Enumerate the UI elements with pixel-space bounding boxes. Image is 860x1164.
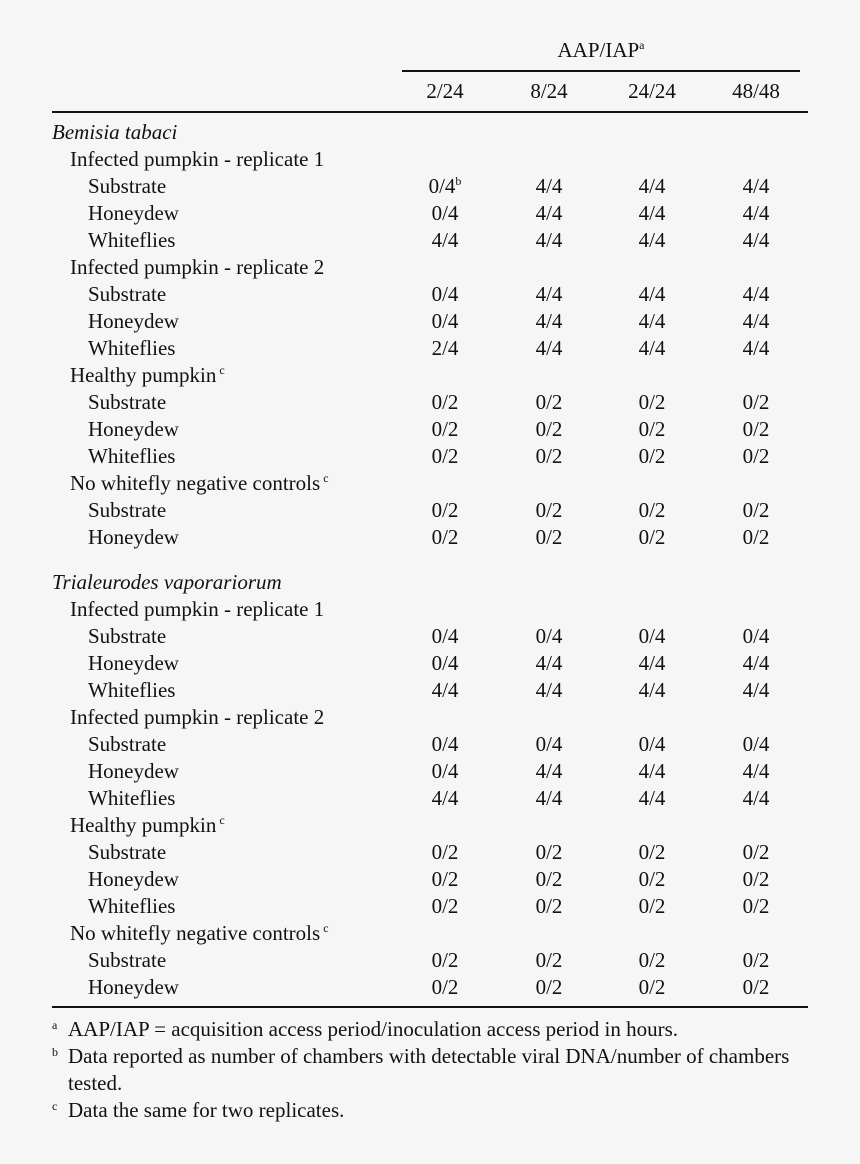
sample-label [88, 227, 175, 254]
cell-value: 0/4 [742, 624, 770, 648]
table-cell [716, 839, 796, 866]
cell-value: 4/4 [742, 651, 770, 675]
cell-value: 0/2 [535, 525, 563, 549]
cell-value: 4/4 [742, 678, 770, 702]
table-cell [612, 623, 692, 650]
table-cell [716, 650, 796, 677]
species-row [0, 569, 860, 596]
cell-value: 0/2 [638, 840, 666, 864]
footnote-marker: c [219, 813, 225, 827]
table-cell [509, 200, 589, 227]
table-cell [405, 497, 485, 524]
table-cell [716, 389, 796, 416]
row-label-text: Infected pumpkin - replicate 2 [70, 705, 325, 729]
table-cell [716, 308, 796, 335]
cell-value: 4/4 [535, 309, 563, 333]
cell-value: 4/4 [742, 786, 770, 810]
cell-value: 0/4 [428, 174, 456, 198]
table-cell [405, 335, 485, 362]
row-label-text: Whiteflies [88, 786, 176, 810]
cell-value: 0/2 [535, 840, 563, 864]
cell-value: 0/4 [535, 624, 563, 648]
cell-value: 0/4 [431, 732, 459, 756]
group-label [70, 146, 324, 173]
table-cell [612, 677, 692, 704]
cell-value: 4/4 [535, 228, 563, 252]
cell-value: 0/2 [742, 975, 770, 999]
cell-value: 0/2 [638, 867, 666, 891]
sample-label [88, 785, 175, 812]
table-cell [716, 281, 796, 308]
cell-value: 4/4 [431, 678, 459, 702]
cell-value: 0/2 [742, 444, 770, 468]
column-header: 24/24 [628, 79, 676, 103]
cell-value: 0/2 [535, 498, 563, 522]
table-cell [716, 200, 796, 227]
row-label-text: No whitefly negative controls [70, 471, 321, 495]
sample-label [88, 866, 179, 893]
group-row [0, 704, 860, 731]
table-cell [405, 893, 485, 920]
table-cell [405, 281, 485, 308]
row-label-text: Substrate [88, 732, 167, 756]
table-cell [509, 443, 589, 470]
table-cell [612, 731, 692, 758]
footnote [52, 1043, 822, 1097]
table-cell [509, 650, 589, 677]
table-bottom-rule [52, 1006, 808, 1008]
row-label-text: Honeydew [88, 201, 179, 225]
table-row [0, 758, 860, 785]
row-label-text: Substrate [88, 174, 167, 198]
table-cell [509, 758, 589, 785]
sample-label [88, 416, 179, 443]
group-label [70, 920, 329, 947]
sample-label [88, 839, 166, 866]
cell-value: 4/4 [742, 336, 770, 360]
cell-value: 0/4 [638, 624, 666, 648]
sample-label [88, 623, 166, 650]
table-cell [716, 416, 796, 443]
row-label-text: Trialeurodes vaporariorum [52, 570, 282, 594]
footnote [52, 1016, 822, 1043]
table-cell [405, 227, 485, 254]
row-label-text: Whiteflies [88, 894, 176, 918]
cell-value: 0/2 [431, 867, 459, 891]
cell-value: 0/2 [535, 948, 563, 972]
group-row [0, 254, 860, 281]
cell-value: 0/4 [742, 732, 770, 756]
cell-value: 0/2 [535, 975, 563, 999]
cell-value: 4/4 [535, 759, 563, 783]
table-cell [612, 335, 692, 362]
sample-label [88, 650, 179, 677]
table-row [0, 650, 860, 677]
row-label-text: Honeydew [88, 525, 179, 549]
cell-value: 4/4 [638, 786, 666, 810]
cell-value: 4/4 [638, 651, 666, 675]
table-cell [612, 497, 692, 524]
footnote-marker: b [455, 174, 462, 188]
footnote-marker: b [52, 1045, 58, 1059]
footnote-marker: c [219, 363, 225, 377]
table-row [0, 335, 860, 362]
table-row [0, 839, 860, 866]
sample-label [88, 497, 166, 524]
row-label-text: Honeydew [88, 759, 179, 783]
footnote-marker: c [323, 921, 329, 935]
cell-value: 2/4 [431, 336, 459, 360]
table-cell [509, 677, 589, 704]
table-cell [716, 443, 796, 470]
table-cell [509, 173, 589, 200]
table-cell [716, 947, 796, 974]
column-header: 8/24 [530, 79, 568, 103]
table-row [0, 227, 860, 254]
table-cell [612, 866, 692, 893]
table-cell [405, 785, 485, 812]
row-label-text: Honeydew [88, 975, 179, 999]
table-cell [509, 524, 589, 551]
footnotes [52, 1016, 822, 1124]
row-label-text: Whiteflies [88, 336, 176, 360]
table-cell [716, 677, 796, 704]
sample-label [88, 524, 179, 551]
table-cell [509, 731, 589, 758]
species-label [52, 119, 177, 146]
table-cell [716, 623, 796, 650]
sample-label [88, 173, 166, 200]
cell-value: 0/2 [431, 390, 459, 414]
cell-value: 4/4 [431, 786, 459, 810]
row-label-text: Substrate [88, 390, 167, 414]
table-cell [716, 227, 796, 254]
cell-value: 0/2 [742, 894, 770, 918]
cell-value: 0/2 [742, 498, 770, 522]
row-label-text: Substrate [88, 840, 167, 864]
table-cell [509, 839, 589, 866]
sample-label [88, 308, 179, 335]
sample-label [88, 677, 175, 704]
table-cell [405, 416, 485, 443]
row-label-text: Infected pumpkin - replicate 1 [70, 597, 325, 621]
cell-value: 4/4 [638, 282, 666, 306]
group-header-rule [402, 70, 800, 72]
table-cell [405, 947, 485, 974]
table-cell [405, 200, 485, 227]
cell-value: 4/4 [535, 336, 563, 360]
footnote-text: Data reported as number of chambers with detectable viral DNA/number of chambers tested. [68, 1044, 790, 1095]
table-row [0, 443, 860, 470]
table-cell [509, 497, 589, 524]
table-cell [509, 416, 589, 443]
table-cell [612, 416, 692, 443]
table-cell [509, 227, 589, 254]
table-cell [509, 785, 589, 812]
cell-value: 0/4 [431, 309, 459, 333]
table-cell [509, 974, 589, 1001]
cell-value: 4/4 [638, 309, 666, 333]
row-label-text: Whiteflies [88, 444, 176, 468]
species-label [52, 569, 282, 596]
table-cell [405, 173, 485, 200]
table-row [0, 416, 860, 443]
cell-value: 0/2 [638, 417, 666, 441]
row-label-text: Honeydew [88, 651, 179, 675]
table-cell [405, 731, 485, 758]
footnote-marker: a [639, 38, 645, 52]
group-label [70, 812, 225, 839]
cell-value: 0/2 [638, 948, 666, 972]
sample-label [88, 281, 166, 308]
species-row [0, 119, 860, 146]
row-label-text: Whiteflies [88, 678, 176, 702]
table-cell [405, 650, 485, 677]
cell-value: 4/4 [638, 174, 666, 198]
table-row [0, 497, 860, 524]
table-cell [405, 389, 485, 416]
table-cell [612, 281, 692, 308]
cell-value: 4/4 [638, 336, 666, 360]
table-cell [612, 893, 692, 920]
cell-value: 0/2 [742, 525, 770, 549]
cell-value: 0/4 [638, 732, 666, 756]
group-row [0, 596, 860, 623]
row-label-text: Substrate [88, 282, 167, 306]
table-cell [716, 974, 796, 1001]
table-cell [509, 947, 589, 974]
cell-value: 0/4 [431, 282, 459, 306]
table-cell [612, 173, 692, 200]
cell-value: 0/2 [431, 948, 459, 972]
table-cell [405, 677, 485, 704]
sample-label [88, 389, 166, 416]
header-bottom-rule [52, 111, 808, 113]
group-row [0, 812, 860, 839]
group-label [70, 254, 324, 281]
table-cell [716, 335, 796, 362]
table-cell [405, 974, 485, 1001]
table-row [0, 731, 860, 758]
group-row [0, 362, 860, 389]
cell-value: 4/4 [535, 786, 563, 810]
cell-value: 4/4 [742, 759, 770, 783]
column-group-title: AAP/IAP [557, 38, 640, 62]
row-label-text: No whitefly negative controls [70, 921, 321, 945]
table-cell [612, 227, 692, 254]
table-cell [716, 524, 796, 551]
row-label-text: Substrate [88, 624, 167, 648]
footnote-marker: a [52, 1018, 58, 1032]
cell-value: 4/4 [742, 282, 770, 306]
cell-value: 4/4 [535, 282, 563, 306]
cell-value: 0/4 [431, 624, 459, 648]
table-cell [405, 866, 485, 893]
sample-label [88, 947, 166, 974]
cell-value: 4/4 [431, 228, 459, 252]
group-row [0, 920, 860, 947]
cell-value: 0/2 [431, 894, 459, 918]
table-cell [612, 524, 692, 551]
cell-value: 0/2 [431, 525, 459, 549]
cell-value: 0/2 [431, 444, 459, 468]
table-row [0, 947, 860, 974]
cell-value: 0/2 [742, 948, 770, 972]
cell-value: 0/2 [431, 975, 459, 999]
cell-value: 4/4 [638, 228, 666, 252]
footnote-text: Data the same for two replicates. [68, 1098, 345, 1122]
cell-value: 4/4 [742, 201, 770, 225]
column-header: 2/24 [426, 79, 464, 103]
cell-value: 4/4 [535, 651, 563, 675]
cell-value: 0/2 [431, 840, 459, 864]
table-cell [612, 839, 692, 866]
row-label-text: Infected pumpkin - replicate 1 [70, 147, 325, 171]
table-cell [716, 497, 796, 524]
footnote-marker: c [323, 471, 329, 485]
cell-value: 0/2 [638, 498, 666, 522]
footnote-marker: c [52, 1099, 58, 1113]
cell-value: 0/2 [638, 975, 666, 999]
cell-value: 4/4 [742, 174, 770, 198]
table-row [0, 974, 860, 1001]
row-label-text: Whiteflies [88, 228, 176, 252]
column-group-header [402, 37, 800, 64]
table-cell [405, 623, 485, 650]
table-cell [716, 893, 796, 920]
table-cell [612, 650, 692, 677]
table-cell [612, 308, 692, 335]
table-cell [612, 200, 692, 227]
table-cell [405, 308, 485, 335]
row-label-text: Honeydew [88, 867, 179, 891]
row-label-text: Honeydew [88, 309, 179, 333]
cell-value: 0/2 [535, 417, 563, 441]
cell-value: 0/2 [535, 444, 563, 468]
cell-value: 0/2 [535, 867, 563, 891]
cell-value: 0/4 [431, 651, 459, 675]
cell-value: 0/2 [431, 498, 459, 522]
table-cell [612, 389, 692, 416]
table-cell [405, 839, 485, 866]
cell-value: 0/2 [638, 894, 666, 918]
table-cell [716, 731, 796, 758]
row-label-text: Substrate [88, 948, 167, 972]
table-cell [405, 524, 485, 551]
table-row [0, 524, 860, 551]
cell-value: 4/4 [535, 174, 563, 198]
table-row [0, 308, 860, 335]
sample-label [88, 893, 175, 920]
cell-value: 0/4 [535, 732, 563, 756]
cell-value: 0/2 [742, 867, 770, 891]
table-cell [509, 893, 589, 920]
table-row [0, 389, 860, 416]
table-row [0, 785, 860, 812]
cell-value: 0/2 [535, 390, 563, 414]
footnote-text: AAP/IAP = acquisition access period/inoculation access period in hours. [68, 1017, 679, 1041]
sample-label [88, 443, 175, 470]
table-row [0, 173, 860, 200]
table-cell [509, 281, 589, 308]
cell-value: 0/2 [742, 840, 770, 864]
cell-value: 4/4 [638, 759, 666, 783]
table-cell [405, 443, 485, 470]
table-row [0, 200, 860, 227]
table-cell [716, 785, 796, 812]
cell-value: 0/2 [742, 417, 770, 441]
cell-value: 0/2 [742, 390, 770, 414]
cell-value: 0/4 [431, 759, 459, 783]
row-label-text: Healthy pumpkin [70, 813, 217, 837]
cell-value: 4/4 [742, 228, 770, 252]
group-label [70, 596, 324, 623]
table-cell [509, 866, 589, 893]
footnote [52, 1097, 822, 1124]
table-row [0, 893, 860, 920]
cell-value: 0/2 [638, 444, 666, 468]
table-cell [509, 308, 589, 335]
table-cell [509, 335, 589, 362]
sample-label [88, 335, 175, 362]
group-label [70, 470, 329, 497]
group-row [0, 470, 860, 497]
table-row [0, 866, 860, 893]
table-cell [509, 389, 589, 416]
group-row [0, 146, 860, 173]
table-row [0, 677, 860, 704]
table-cell [612, 947, 692, 974]
sample-label [88, 200, 179, 227]
cell-value: 0/2 [535, 894, 563, 918]
table-cell [509, 623, 589, 650]
group-label [70, 704, 324, 731]
table-row [0, 623, 860, 650]
table-cell [612, 758, 692, 785]
sample-label [88, 974, 179, 1001]
table-cell [612, 443, 692, 470]
table-cell [405, 758, 485, 785]
cell-value: 4/4 [742, 309, 770, 333]
cell-value: 0/2 [638, 525, 666, 549]
column-header: 48/48 [732, 79, 780, 103]
table-cell [716, 173, 796, 200]
table-row [0, 281, 860, 308]
table-cell [716, 866, 796, 893]
sample-label [88, 731, 166, 758]
sample-label [88, 758, 179, 785]
cell-value: 4/4 [638, 201, 666, 225]
row-label-text: Substrate [88, 498, 167, 522]
row-label-text: Infected pumpkin - replicate 2 [70, 255, 325, 279]
table-cell [612, 974, 692, 1001]
group-label [70, 362, 225, 389]
cell-value: 4/4 [535, 678, 563, 702]
cell-value: 0/2 [638, 390, 666, 414]
table-cell [612, 785, 692, 812]
cell-value: 0/4 [431, 201, 459, 225]
row-label-text: Bemisia tabaci [52, 120, 178, 144]
row-label-text: Honeydew [88, 417, 179, 441]
cell-value: 4/4 [638, 678, 666, 702]
row-label-text: Healthy pumpkin [70, 363, 217, 387]
cell-value: 4/4 [535, 201, 563, 225]
cell-value: 0/2 [431, 417, 459, 441]
table-cell [716, 758, 796, 785]
